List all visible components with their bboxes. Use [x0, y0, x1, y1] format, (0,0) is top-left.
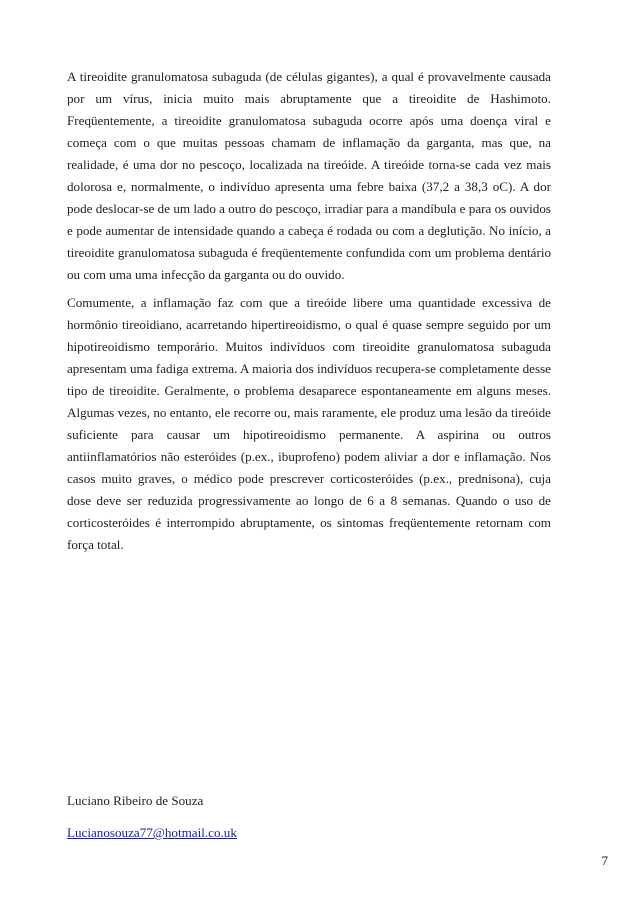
body-paragraph-2: Comumente, a inflamação faz com que a tireóide libere uma quantidade excessiva de hormônio tireoidiano, acarretando hipertireoidismo, o qual é quase sempre seguido por um hipotireoidismo temporário. Muitos indivíduos com tireoidite granulomatosa subaguda apresentam uma fadiga extrema. A maioria dos indivíduos recupera-se completamente desse tipo de tireoidite. Geralmente, o problema desaparece espontaneamente em alguns meses. Algumas vezes, no entanto, ele recorre ou, mais raramente, ele produz uma lesão da tireóide suficiente para causar um hipotireoidismo permanente. A aspirina ou outros antiinflamatórios não esteróides (p.ex., ibuprofeno) podem aliviar a dor e inflamação. Nos casos muito graves, o médico pode prescrever corticosteróides (p.ex., prednisona), cuja dose deve ser reduzida progressivamente ao longo de 6 a 8 semanas. Quando o uso de corticosteróides é interrompido abruptamente, os sintomas freqüentemente retornam com força total.	[67, 295, 551, 552]
author-email-link[interactable]: Lucianosouza77@hotmail.co.uk	[67, 825, 237, 840]
body-paragraph-1: A tireoidite granulomatosa subaguda (de células gigantes), a qual é provavelmente causada por um vírus, inicia muito mais abruptamente que a tireoidite de Hashimoto. Freqüentemente, a tireoidite granulomatosa subaguda ocorre após uma doença viral e começa com o que muitas pessoas chamam de inflamação da garganta, mas que, na realidade, é uma dor no pescoço, localizada na tireóide. A tireóide torna-se cada vez mais dolorosa e, normalmente, o indivíduo apresenta uma febre baixa (37,2 a 38,3 oC). A dor pode deslocar-se de um lado a outro do pescoço, irradiar para a mandíbula e para os ouvidos e pode aumentar de intensidade quando a cabeça é rodada ou com a deglutição. No início, a tireoidite granulomatosa subaguda é freqüentemente confundida com um problema dentário ou com uma uma infecção da garganta ou do ouvido.	[67, 69, 551, 282]
page-number: 7	[601, 853, 608, 868]
author-name: Luciano Ribeiro de Souza	[67, 793, 204, 808]
